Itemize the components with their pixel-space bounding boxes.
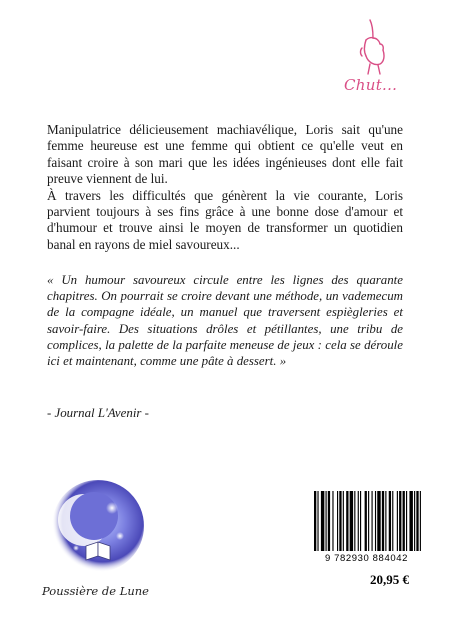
publisher-name: Poussière de Lune xyxy=(42,584,149,598)
hand-shush-icon xyxy=(352,18,392,76)
barcode-icon xyxy=(308,489,425,553)
review-source: - Journal L'Avenir - xyxy=(47,406,149,420)
publisher-logo xyxy=(46,478,146,578)
blurb-paragraph-1: Manipulatrice délicieusement machiavélique, Loris sait qu'une femme heureuse est une femme qui obtient ce qu'elle veut en faisant croire à son mari que les idées ingénieuses dont elle fait preuve viennent de lui. xyxy=(47,122,403,187)
price-tag: 20,95 € xyxy=(370,572,409,587)
moon-book-icon xyxy=(46,478,146,578)
chut-logo xyxy=(338,18,408,98)
review-quote: « Un humour savoureux circule entre les lignes des quarante chapitres. On pourrait se croire devant une méthode, un vademecum de la compagne idéale, un manuel que traversent espiègleries et savoir-faire. Des situations drôles et pétillantes, une tribu de complices, la palette de la parfaite meneuse de jeux : cela se déroule ici et maintenant, comme une pâte à dessert. » xyxy=(47,273,403,369)
book-blurb xyxy=(47,122,403,253)
brand-name: Chut... xyxy=(344,76,398,94)
isbn-digits: 9 782930 884042 xyxy=(325,553,408,564)
blurb-paragraph-2: À travers les difficultés que génèrent la vie courante, Loris parvient toujours à ses fins grâce à une bonne dose d'amour et d'humour et trouve ainsi le moyen de transformer un quotidien banal en rayons de miel savoureux... xyxy=(47,187,403,252)
